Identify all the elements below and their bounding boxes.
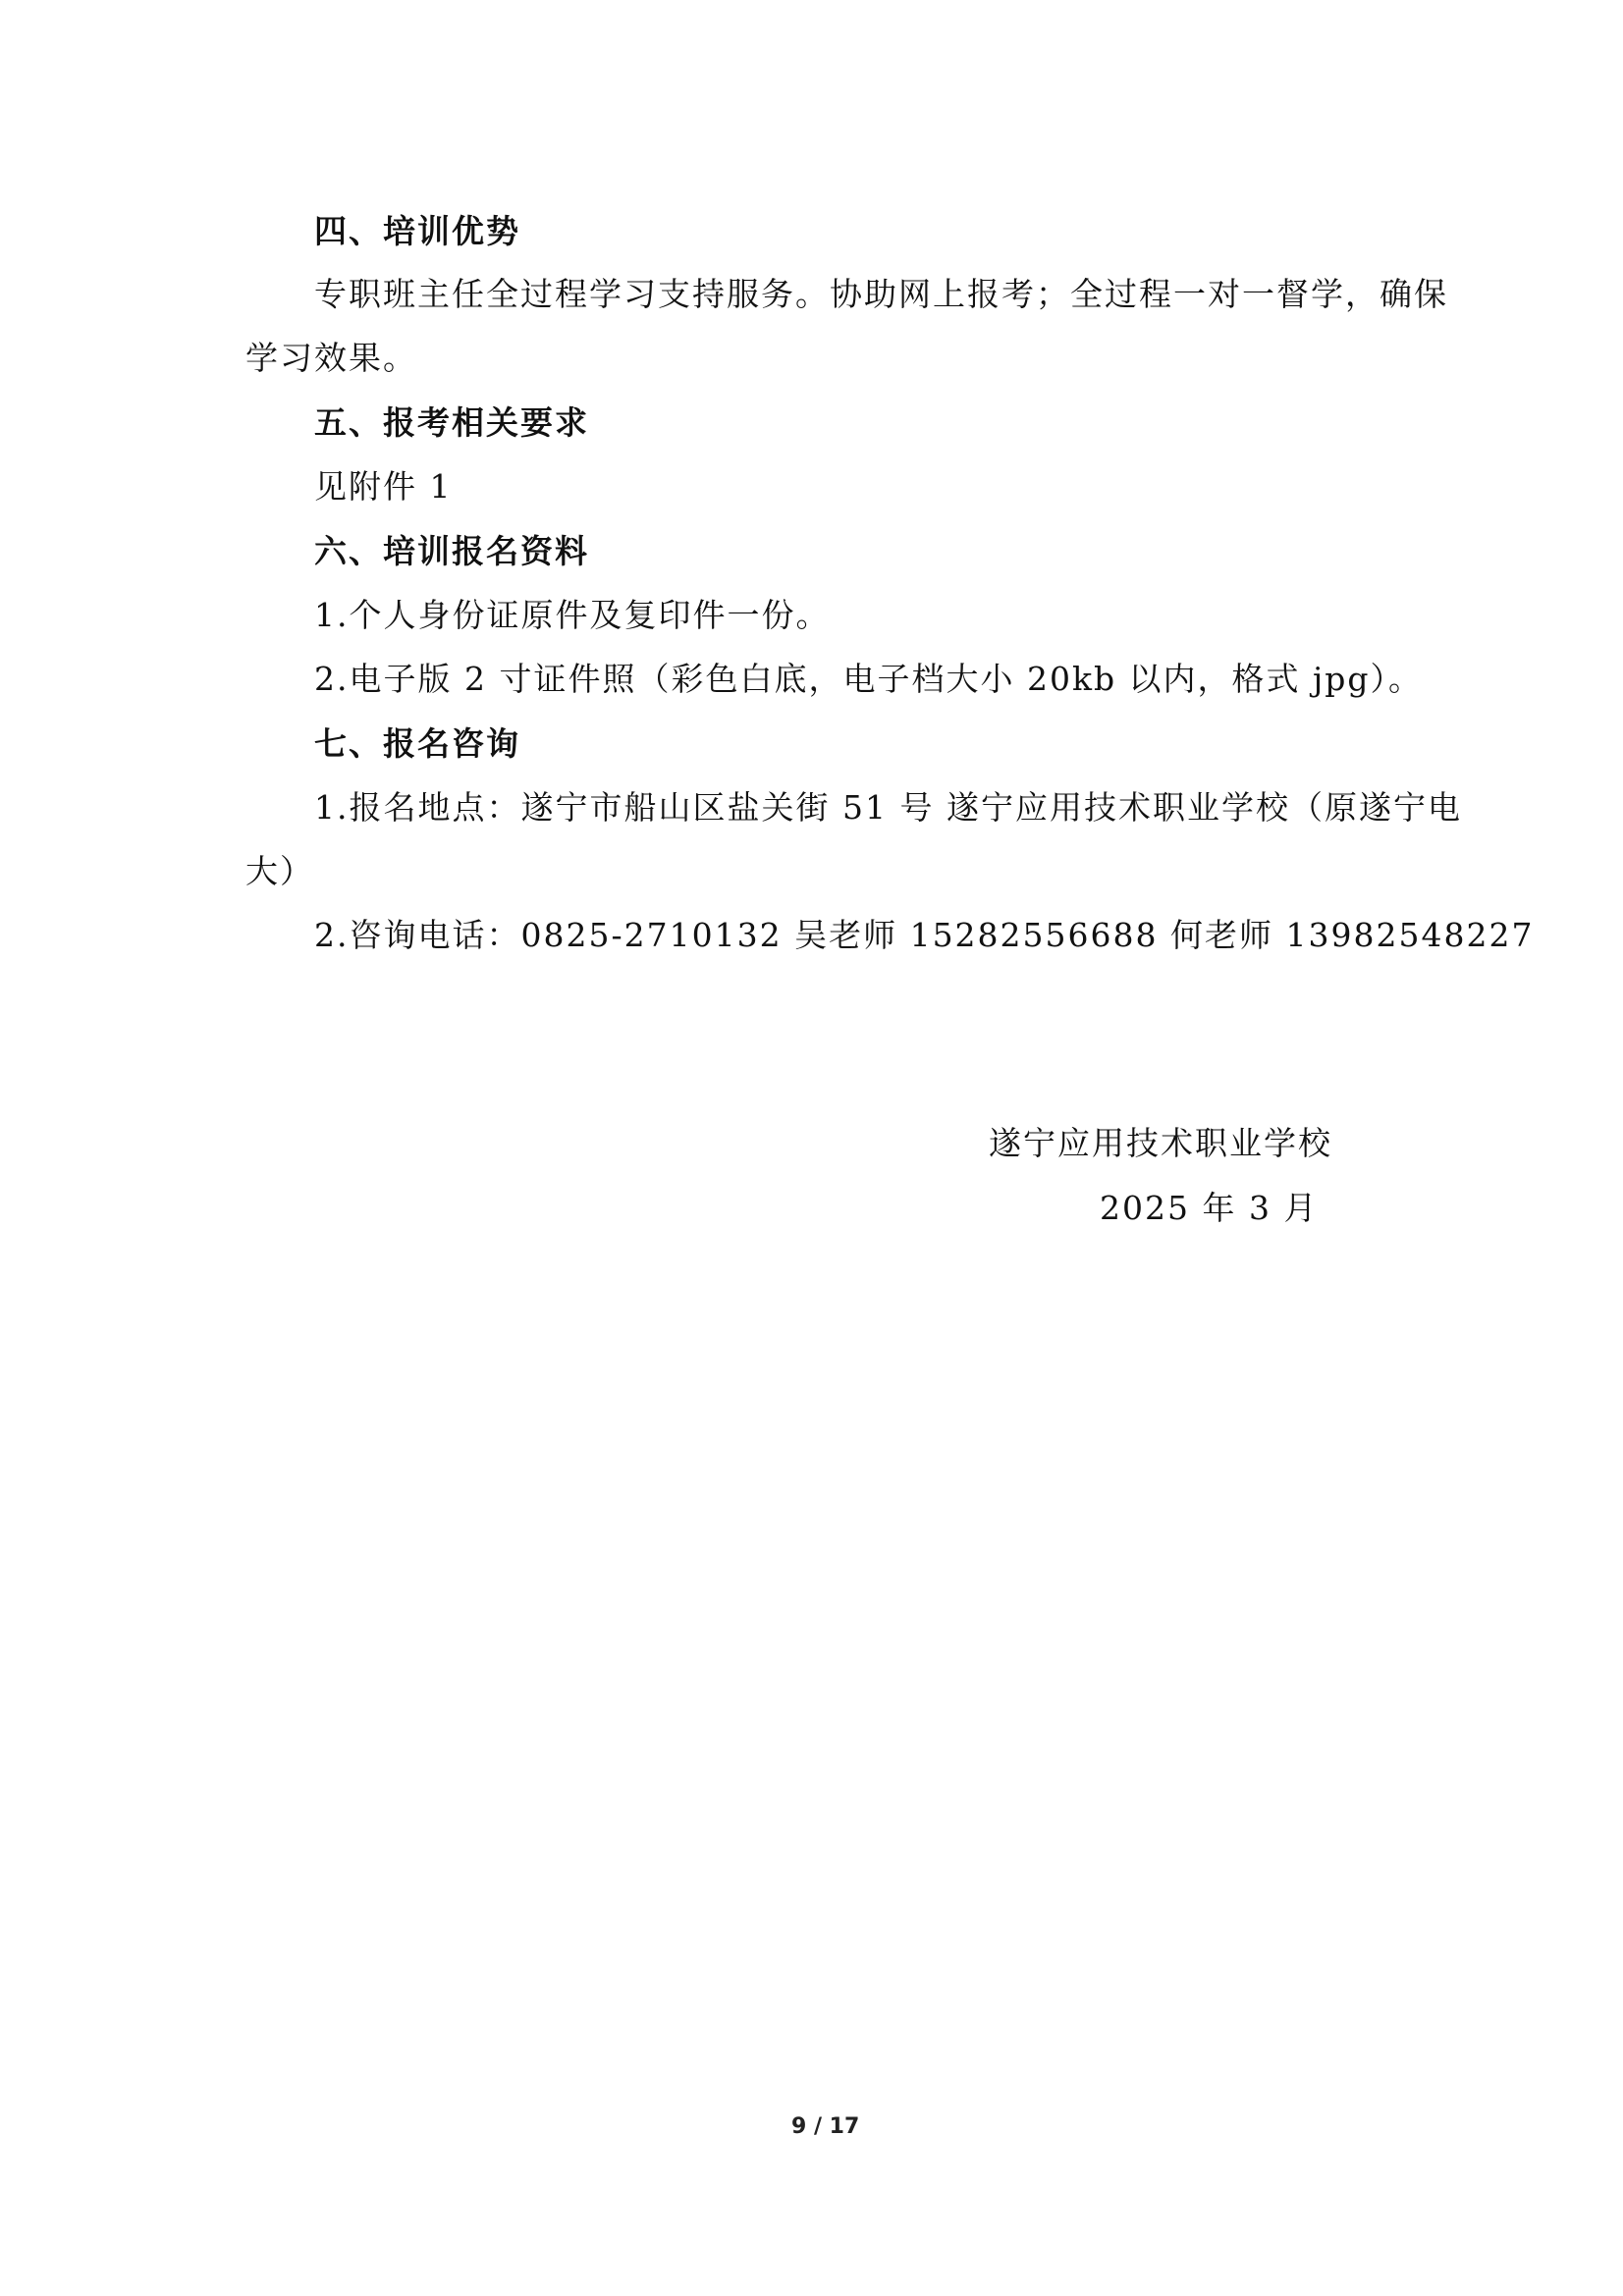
section-item-7-1-line1: 1.报名地点：遂宁市船山区盐关街 51 号 遂宁应用技术职业学校（原遂宁电 [314,788,1462,827]
section-item-6-1: 1.个人身份证原件及复印件一份。 [314,596,831,634]
section-item-7-1-line2: 大） [245,852,314,890]
section-body-5: 见附件 1 [314,467,453,506]
signature-organization: 遂宁应用技术职业学校 [989,1124,1332,1162]
signature-date: 2025 年 3 月 [1100,1189,1319,1227]
section-body-4-line1: 专职班主任全过程学习支持服务。协助网上报考；全过程一对一督学，确保 [314,275,1448,313]
section-heading-6: 六、培训报名资料 [314,532,589,570]
section-body-4-line2: 学习效果。 [245,339,417,377]
section-item-7-2: 2.咨询电话：0825-2710132 吴老师 15282556688 何老师 13982548227 [314,916,1535,954]
page-number: 9 / 17 [791,2114,860,2139]
section-item-6-2: 2.电子版 2 寸证件照（彩色白底，电子档大小 20kb 以内，格式 jpg）。 [314,660,1424,698]
section-heading-4: 四、培训优势 [314,212,520,250]
section-heading-7: 七、报名咨询 [314,724,520,763]
section-heading-5: 五、报考相关要求 [314,403,589,442]
